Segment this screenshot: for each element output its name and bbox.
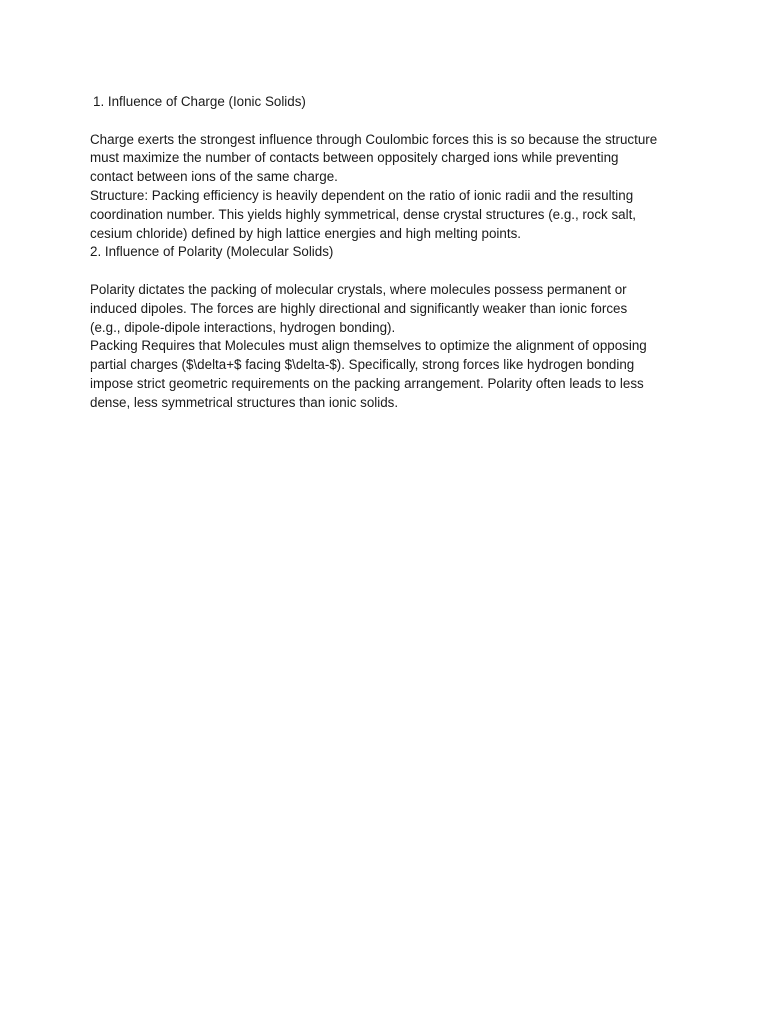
spacer xyxy=(90,262,680,281)
spacer xyxy=(90,112,680,131)
section-1-paragraph xyxy=(90,131,680,187)
text-line: (e.g., dipole-dipole interactions, hydrogen bonding). xyxy=(90,319,396,335)
text-line: contact between ions of the same charge. xyxy=(90,169,338,185)
text-line: cesium chloride) defined by high lattice energies and high melting points. xyxy=(90,225,521,241)
text-line: partial charges ($\delta+$ facing $\delta-$). Specifically, strong forces like hydrogen bonding xyxy=(90,357,635,373)
text-line: induced dipoles. The forces are highly directional and significantly weaker than ionic forces xyxy=(90,300,628,316)
section-1-heading: 1. Influence of Charge (Ionic Solids) xyxy=(93,94,306,109)
section-2-packing-paragraph xyxy=(90,337,680,412)
text-line: must maximize the number of contacts between oppositely charged ions while preventing xyxy=(90,150,619,166)
text-line: impose strict geometric requirements on the packing arrangement. Polarity often leads to less xyxy=(90,375,644,391)
text-line: dense, less symmetrical structures than ionic solids. xyxy=(90,394,399,410)
text-line: Charge exerts the strongest influence through Coulombic forces this is so because the structure xyxy=(90,131,658,147)
section-2-heading: 2. Influence of Polarity (Molecular Solids) xyxy=(90,244,334,260)
text-line: coordination number. This yields highly symmetrical, dense crystal structures (e.g., rock salt, xyxy=(90,206,637,222)
section-1-structure-paragraph xyxy=(90,187,680,243)
text-line: Polarity dictates the packing of molecular crystals, where molecules possess permanent or xyxy=(90,281,627,297)
section-2-paragraph xyxy=(90,281,680,337)
text-line: Packing Requires that Molecules must align themselves to optimize the alignment of opposing xyxy=(90,338,647,354)
text-line: Structure: Packing efficiency is heavily dependent on the ratio of ionic radii and the resulting xyxy=(90,187,634,203)
document-page xyxy=(90,93,680,413)
